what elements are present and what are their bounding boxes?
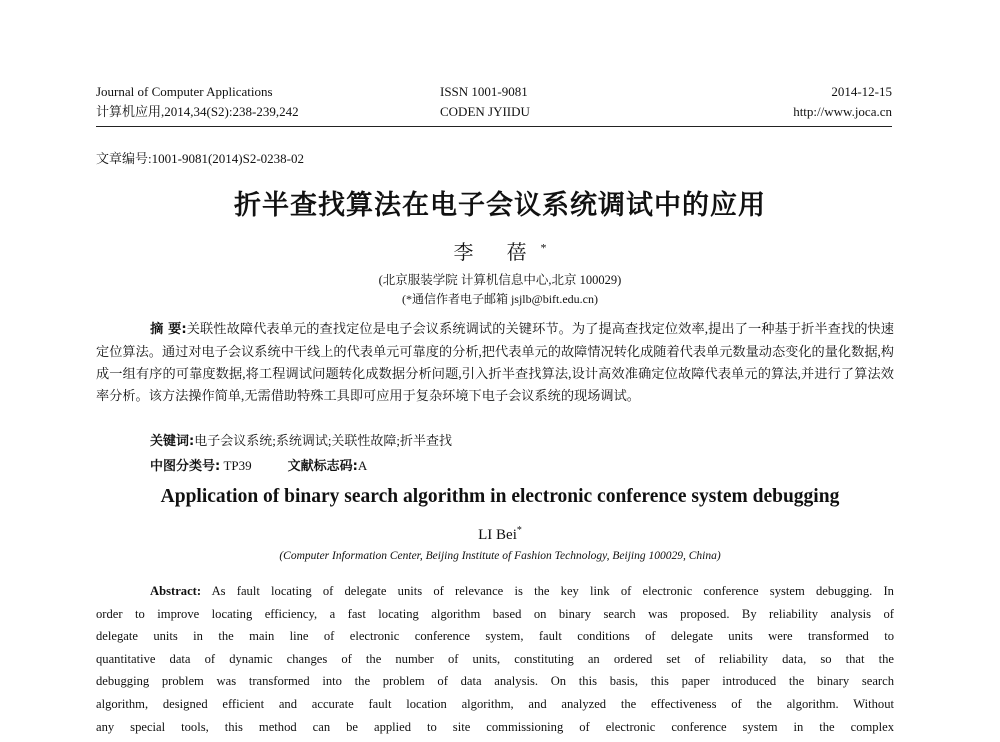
author-english [0,525,1000,544]
abstract-en-line: any special tools, this method can be applied to site commissioning of electronic conference system in the complex [96,719,894,734]
author-chinese [0,236,1000,265]
abstract-en-line: quantitative data of dynamic changes of the number of units, constituting an ordered set of reliability data, so that the [96,651,894,666]
keywords-chinese [150,430,452,449]
abstract-en-label: Abstract: [150,584,202,598]
journal-name-en: Journal of Computer Applications [96,84,273,99]
corresponding-mark-en: * [516,525,522,536]
title-english: Application of binary search algorithm in electronic conference system debugging [160,486,840,507]
journal-citation-zh: 计算机应用,2014,34(S2):238-239,242 [96,104,299,119]
clc-value: TP39 [223,458,252,473]
abstract-en-text: As fault locating of delegate units of relevance is the key link of electronic conference system debugging. In [211,584,894,598]
abstract-en-line: delegate units in the main line of electronic conference system, fault conditions of delegate units were transformed to [96,629,894,644]
publish-date: 2014-12-15 [831,84,892,99]
title-chinese: 折半查找算法在电子会议系统调试中的应用 [234,190,766,221]
issn: ISSN 1001-9081 [440,84,528,99]
keywords-zh-label: 关键词: [150,434,195,449]
abstract-en-line: debugging problem was transformed into the problem of data analysis. On this basis, this paper introduced the binary search [96,674,894,689]
clc-label: 中图分类号: [150,459,221,474]
doc-code-value: A [357,458,368,473]
abstract-zh-label: 摘 要: [150,322,187,337]
coden: CODEN JYIIDU [440,104,530,119]
abstract-en-line: algorithm, designed efficient and accurate fault location algorithm, and analyzed the effectiveness of the algorithm. Without [96,696,894,711]
header-divider [96,126,892,127]
classification-line [150,455,367,474]
abstract-chinese [96,318,894,407]
article-number: 文章编号:1001-9081(2014)S2-0238-02 [96,151,304,166]
keywords-zh-text: 电子会议系统;系统调试;关联性故障;折半查找 [194,433,453,448]
affiliation-english: (Computer Information Center, Beijing Institute of Fashion Technology, Beijing 100029, China) [279,550,721,562]
affiliation-chinese: (北京服装学院 计算机信息中心,北京 100029) [378,273,622,287]
journal-header [96,82,892,126]
doc-code-label: 文献标志码: [287,459,358,474]
abstract-en-line [96,580,894,603]
journal-url: http://www.joca.cn [793,104,892,119]
corresponding-mark: * [540,240,547,255]
header-right [793,82,892,122]
author-name-zh: 李 蓓 [453,242,541,264]
abstract-english [96,580,894,738]
abstract-en-line: order to improve locating efficiency, a fast locating algorithm based on binary search was proposed. By reliability analysis of [96,606,894,621]
header-left [96,82,299,122]
abstract-zh-text: 关联性故障代表单元的查找定位是电子会议系统调试的关键环节。为了提高查找定位效率,提出了一种基于折半查找的快速定位算法。通过对电子会议系统中干线上的代表单元可靠度的分析,把代表单元的故障情况转化成随着代表单元数量动态变化的量化数据,构成一组有序的可靠度数据,将工程调试问题转化成数据分析问题,引入折半查找算法,设计高效准确定位故障代表单元的算法,并进行了算法效率分析。该方法操作简单,无需借助特殊工具即可应用于复杂环境下电子会议系统的现场调试。 [96,321,894,403]
header-middle [440,82,530,122]
author-name-en: LI Bei [478,527,517,543]
email-chinese: (*通信作者电子邮箱 jsjlb@bift.edu.cn) [401,292,599,306]
